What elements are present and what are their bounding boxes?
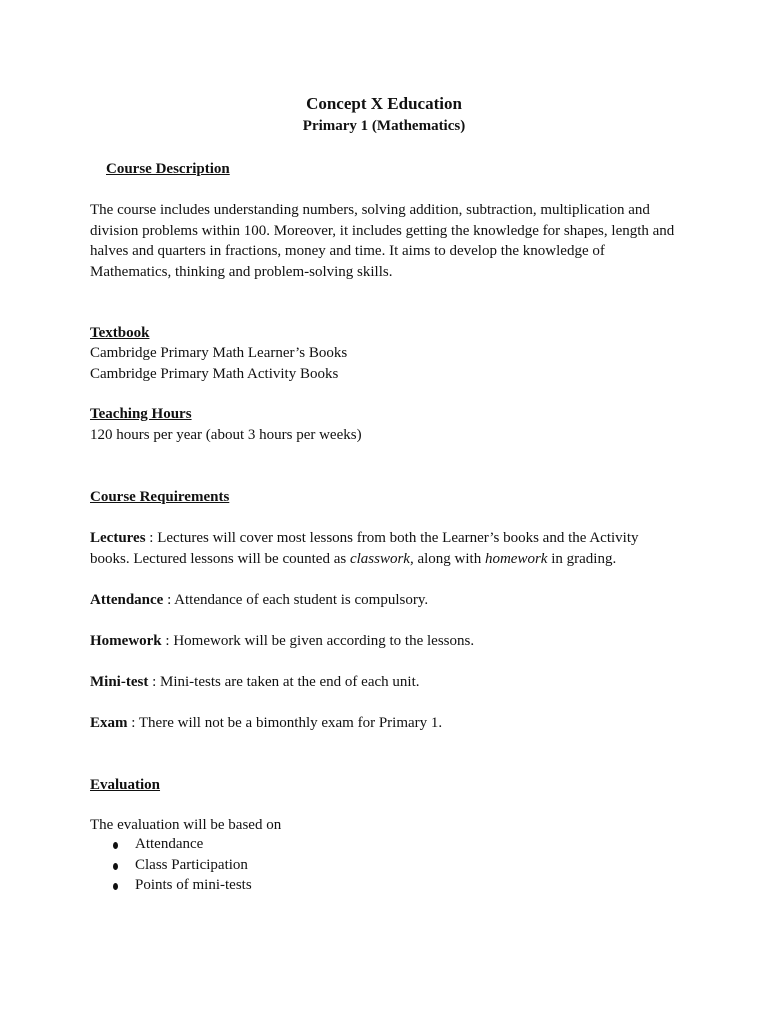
list-item xyxy=(90,875,252,896)
homework-label: Homework xyxy=(90,633,162,649)
textbook-item: Cambridge Primary Math Learner’s Books xyxy=(90,345,348,361)
bullet-icon xyxy=(113,842,118,849)
evaluation-item: Points of mini-tests xyxy=(135,877,252,894)
evaluation-intro: The evaluation will be based on xyxy=(90,817,282,833)
lectures-text: , along with xyxy=(409,550,485,567)
homework-text: : Homework will be given according to the lessons. xyxy=(161,633,475,649)
list-item xyxy=(90,855,252,876)
homework-term: homework xyxy=(484,550,548,567)
mini-test-label: Mini-test xyxy=(90,674,149,690)
evaluation-item: Class Participation xyxy=(135,856,248,873)
exam-text: : There will not be a bimonthly exam for Primary 1. xyxy=(127,715,443,731)
bullet-icon xyxy=(113,883,118,890)
paragraph-line: Mathematics, thinking and problem-solving skills. xyxy=(90,263,393,280)
attendance-text: : Attendance of each student is compulsory. xyxy=(163,592,429,608)
course-description-paragraph xyxy=(90,200,710,282)
mini-test-text: : Mini-tests are taken at the end of each unit. xyxy=(148,674,420,690)
list-item xyxy=(90,834,252,855)
lectures-label: Lectures xyxy=(90,530,146,546)
paragraph-line: The course includes understanding numbers, solving addition, subtraction, multiplication and xyxy=(90,202,650,218)
course-requirements-heading: Course Requirements xyxy=(90,489,230,505)
evaluation-list xyxy=(90,834,252,896)
bullet-icon xyxy=(113,863,118,870)
lectures-text: : Lectures will cover most lessons from both the Learner’s books and the Activity xyxy=(145,530,639,546)
paragraph-line: division problems within 100. Moreover, it includes getting the knowledge for shapes, length and xyxy=(90,222,675,239)
lectures-text: books. Lectured lessons will be counted as xyxy=(90,550,350,567)
mini-test-requirement xyxy=(90,672,690,693)
lectures-text: in grading. xyxy=(547,550,617,567)
evaluation-item: Attendance xyxy=(135,836,204,852)
lectures-line-1 xyxy=(90,528,710,549)
homework-requirement xyxy=(90,631,690,652)
lectures-paragraph xyxy=(90,528,710,569)
textbook-item: Cambridge Primary Math Activity Books xyxy=(90,365,339,382)
teaching-hours-text: 120 hours per year (about 3 hours per weeks) xyxy=(90,427,362,443)
attendance-requirement xyxy=(90,590,690,611)
course-description-heading: Course Description xyxy=(106,161,230,177)
paragraph-line: halves and quarters in fractions, money and time. It aims to develop the knowledge of xyxy=(90,243,605,260)
textbook-heading: Textbook xyxy=(90,325,150,341)
exam-label: Exam xyxy=(90,715,128,731)
classwork-term: classwork xyxy=(349,550,410,567)
document-subtitle: Primary 1 (Mathematics) xyxy=(302,118,466,134)
lectures-line-2 xyxy=(90,549,710,570)
teaching-hours-heading: Teaching Hours xyxy=(90,406,192,422)
exam-requirement xyxy=(90,713,690,734)
textbook-list xyxy=(90,343,690,384)
evaluation-heading: Evaluation xyxy=(90,777,161,793)
document-title: Concept X Education xyxy=(306,94,462,113)
attendance-label: Attendance xyxy=(90,592,164,608)
